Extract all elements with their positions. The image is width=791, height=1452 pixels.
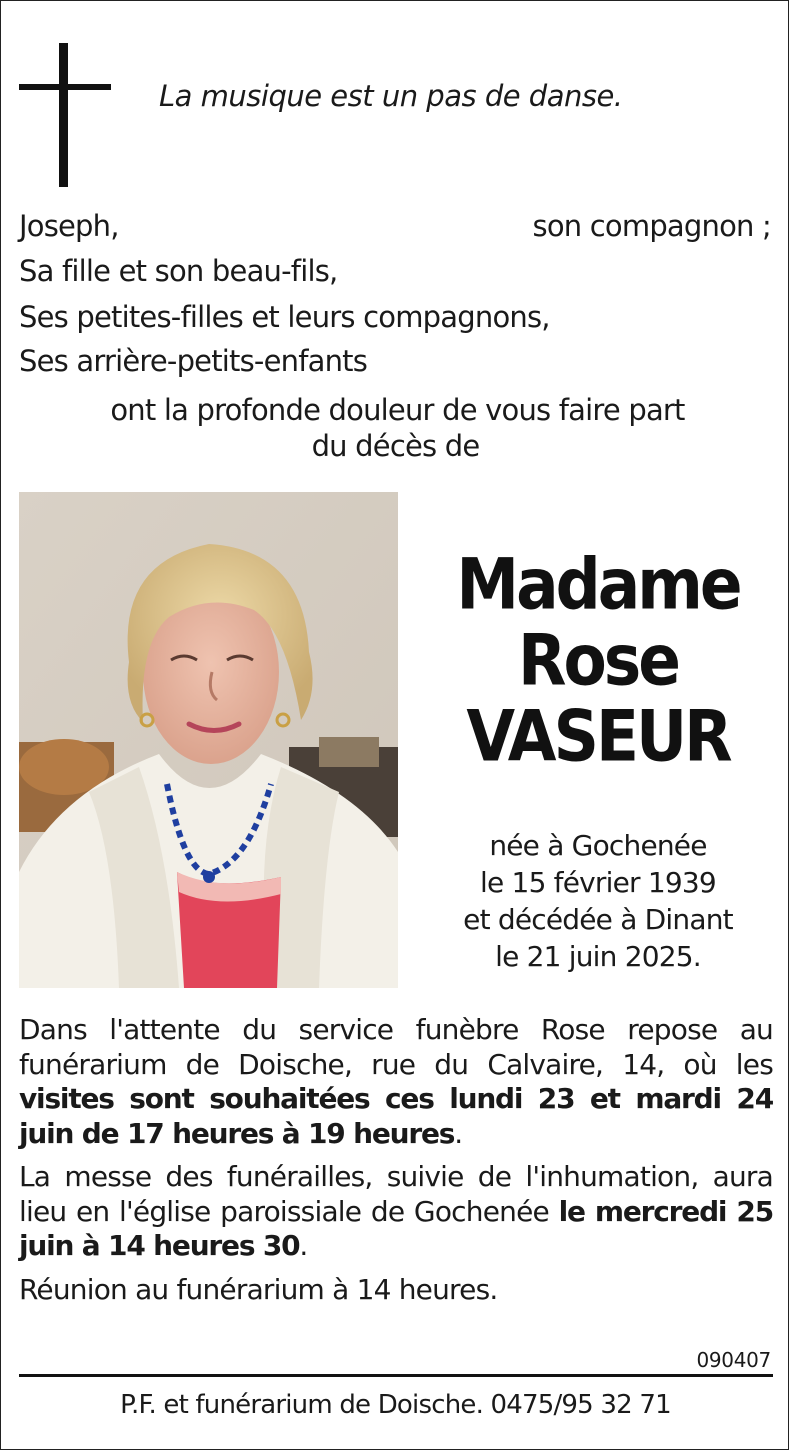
cross-icon bbox=[19, 43, 111, 187]
gathering-paragraph: Réunion au funérarium à 14 heures. bbox=[19, 1272, 498, 1306]
family-line: Sa fille et son beau-fils, bbox=[19, 254, 338, 288]
funeral-time: le mercredi 25 juin à 14 heures 30 bbox=[19, 1194, 773, 1262]
service-details bbox=[19, 1013, 773, 1316]
deceased-name bbox=[406, 543, 789, 778]
funeral-home-contact: P.F. et funérarium de Doische. 0475/95 32 71 bbox=[120, 1390, 671, 1420]
reference-number: 090407 bbox=[696, 1348, 771, 1372]
divider bbox=[19, 1374, 773, 1377]
birth-date: le 15 février 1939 bbox=[480, 866, 716, 899]
announcement-line: ont la profonde douleur de vous faire part bbox=[110, 393, 685, 427]
visitation-times: visites sont souhaitées ces lundi 23 et mardi 24 juin de 17 heures à 19 heures bbox=[19, 1082, 773, 1150]
family-line: Ses petites-filles et leurs compagnons, bbox=[19, 300, 550, 334]
funeral-paragraph: La messe des funérailles, suivie de l'inhumation, aura lieu en l'église paroissiale de Gochenée le mercredi 25 juin à 14 heures 30. bbox=[19, 1160, 773, 1262]
family-member-name: Joseph, bbox=[19, 209, 119, 243]
family-member-role: son compagnon ; bbox=[532, 209, 771, 243]
visitation-paragraph: Dans l'attente du service funèbre Rose repose au funérarium de Doische, rue du Calvaire, 14, où les visites sont souhaitées ces lundi 23 et mardi 24 juin de 17 heures à 19 heures. bbox=[19, 1013, 773, 1150]
portrait-photo bbox=[19, 492, 398, 988]
death-place: et décédée à Dinant bbox=[463, 903, 733, 936]
deceased-first-name: Rose bbox=[517, 619, 679, 702]
announcement-line: du décès de bbox=[311, 429, 480, 463]
family-line: Ses arrière-petits-enfants bbox=[19, 344, 368, 378]
death-date: le 21 juin 2025. bbox=[495, 940, 701, 973]
birth-place: née à Gochenée bbox=[489, 829, 707, 862]
life-dates bbox=[406, 827, 789, 975]
deceased-last-name: VASEUR bbox=[466, 695, 730, 778]
epigraph-quote: La musique est un pas de danse. bbox=[159, 79, 623, 113]
deceased-title: Madame bbox=[456, 543, 740, 626]
